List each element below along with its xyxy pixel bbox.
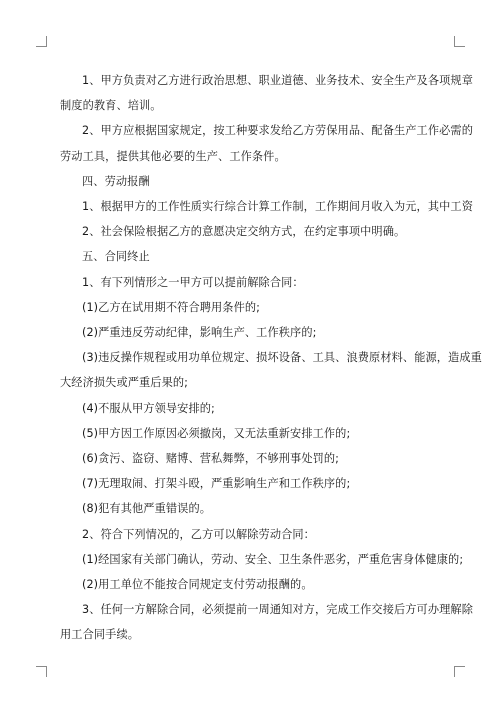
list-item: (7)无理取闹、打架斗殴，严重影响生产和工作秩序的;: [82, 477, 351, 491]
paragraph-line: 2、符合下列情况的，乙方可以解除劳动合同：: [82, 527, 315, 541]
list-item: (6)贪污、盗窃、赌博、营私舞弊，不够刑事处罚的;: [82, 452, 340, 466]
paragraph-line: 劳动工具，提供其他必要的生产、工作条件。: [60, 149, 286, 163]
list-item: (8)犯有其他严重错误的。: [82, 502, 212, 516]
list-item: (1)经国家有关部门确认，劳动、安全、卫生条件恶劣，严重危害身体健康的;: [82, 552, 464, 566]
list-item-continuation: 大经济损失或严重后果的;: [60, 376, 189, 390]
paragraph-line: 1、有下列情形之一甲方可以提前解除合同：: [82, 275, 304, 289]
list-item: (3)违反操作规程或用功单位规定、损坏设备、工具、浪费原材料、能源，造成重: [82, 351, 482, 365]
paragraph-line: 1、甲方负责对乙方进行政治思想、职业道德、业务技术、安全生产及各项规章: [82, 74, 473, 87]
crop-mark-bottom-right: [454, 666, 465, 677]
list-item: (1)乙方在试用期不符合聘用条件的;: [82, 300, 261, 314]
list-item: (2)严重违反劳动纪律，影响生产、工作秩序的;: [82, 326, 317, 340]
crop-mark-top-left: [36, 36, 47, 47]
crop-mark-top-right: [454, 36, 465, 47]
paragraph-line: 用工合同手续。: [60, 628, 140, 642]
paragraph-line: 制度的教育、培训。: [60, 99, 162, 113]
paragraph-line: 1、根据甲方的工作性质实行综合计算工作制，工作期间月收入为元，其中工资: [82, 200, 473, 214]
paragraph-line: 2、甲方应根据国家规定，按工种要求发给乙方劳保用品、配备生产工作必需的: [82, 124, 473, 138]
list-item: (2)用工单位不能按合同规定支付劳动报酬的。: [82, 578, 313, 592]
section-heading: 五、合同终止: [82, 250, 150, 264]
section-heading: 四、劳动报酬: [82, 174, 150, 188]
list-item: (4)不服从甲方领导安排的;: [82, 401, 215, 415]
paragraph-line: 3、任何一方解除合同，必须提前一周通知对方，完成工作交接后方可办理解除: [82, 603, 473, 617]
list-item: (5)甲方因工作原因必须撤岗，又无法重新安排工作的;: [82, 426, 351, 440]
paragraph-line: 2、社会保险根据乙方的意愿决定交纳方式，在约定事项中明确。: [82, 225, 406, 239]
document-body: [60, 68, 482, 648]
crop-mark-bottom-left: [36, 666, 47, 677]
